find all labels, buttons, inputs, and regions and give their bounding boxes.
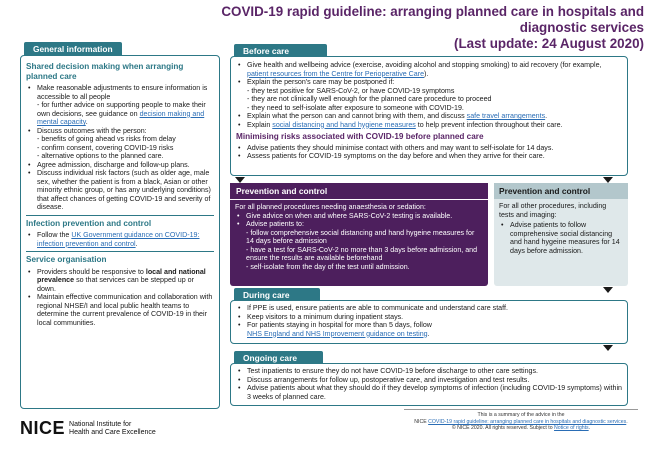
ongoing-care-panel: [230, 363, 628, 406]
nice-wordmark: NICE: [20, 418, 66, 438]
list-item: - confirm consent, covering COVID-19 risks: [37, 143, 174, 152]
nice-fullname: National Institute for Health and Care Excellence: [69, 420, 156, 436]
list-item: • Give advice on when and where SARS-CoV-2 testing is available.: [235, 212, 483, 221]
safe-travel-link[interactable]: safe travel arrangements: [466, 112, 546, 120]
nice-logo: [20, 418, 156, 439]
arrow-down-icon: [603, 287, 613, 293]
tab-before-care: Before care: [234, 44, 327, 58]
list-item: - alternative options to the planned care.: [37, 152, 164, 161]
list-item: • Discuss arrangements for follow up, postoperative care, and investigation and test results.: [236, 376, 622, 385]
list-item: • Providers should be responsive to local and national prevalence so that services can be stepped up or down.: [26, 268, 214, 294]
list-item: • Follow the UK Government guidance on COVID-19: infection prevention and control.: [26, 231, 214, 248]
list-item: • Advise patients to follow comprehensive social distancing and hand hygeine measures for 14 days before admission.: [499, 221, 623, 255]
prevention-control-other: [494, 183, 628, 286]
list-item: - they need to self-isolate after exposure to someone with COVID-19.: [247, 103, 464, 112]
service-organisation-heading: Service organisation: [26, 255, 107, 265]
list-item: • Advise patients about what they should do if they develop symptoms of infection (including COVID-19 symptoms) within 3 weeks of planned care.: [236, 384, 622, 401]
list-item: • Assess patients for COVID-19 symptoms on the day before and when they arrive for their care.: [236, 152, 622, 161]
page-title: COVID-19 rapid guideline: arranging planned care in hospitals and diagnostic services (Last update: 24 August 2020): [160, 4, 644, 52]
list-item: • Advise patients they should minimise contact with others and may want to self-isolate for 14 days.: [236, 144, 622, 153]
list-item: - follow comprehensive social distancing and hand hygeine measures for 14 days before admission: [246, 228, 475, 245]
list-item: • Advise patients to:: [235, 220, 483, 229]
minimising-risks-heading: Minimising risks associated with COVID-19 before planned care: [236, 132, 484, 141]
list-item: - self-isolate from the day of the test until admission.: [246, 262, 410, 271]
list-item: - they are not clinically well enough for the planned care procedure to proceed: [247, 95, 492, 103]
list-item: NHS England and NHS Improvement guidance on testing.: [247, 329, 430, 338]
social-distancing-link[interactable]: social distancing and hand hygiene measures: [272, 120, 416, 129]
notice-of-rights-link[interactable]: Notice of rights: [554, 425, 589, 432]
tab-ongoing-care: Ongoing care: [234, 351, 323, 365]
last-update: (Last update: 24 August 2020): [454, 36, 644, 51]
arrow-down-icon: [603, 345, 613, 351]
list-item: • Test inpatients to ensure they do not have COVID-19 before discharge to other care settings.: [236, 367, 622, 376]
list-item: - have a test for SARS-CoV-2 no more than 3 days before admission, and ensure the results are available beforehand: [246, 245, 478, 262]
prevention-heading: Prevention and control: [230, 183, 488, 200]
list-item: • Explain the person's care may be postponed if:: [236, 78, 622, 87]
list-item: • Discuss outcomes with the person:: [26, 127, 214, 136]
shared-decision-heading: Shared decision making when arranging planned care: [26, 62, 184, 81]
nhs-testing-guidance-link[interactable]: NHS England and NHS Improvement guidance on testing: [247, 329, 428, 338]
during-care-panel: [230, 300, 628, 344]
before-care-panel: [230, 56, 628, 176]
list-item: • Keep visitors to a minimum during inpatient stays.: [236, 313, 622, 322]
list-item: - benefits of going ahead vs risks from delay: [37, 135, 176, 144]
prevention-control-anaesthesia: [230, 183, 488, 286]
tab-during-care: During care: [234, 288, 320, 302]
divider: [26, 251, 214, 252]
decision-making-link[interactable]: decision making and mental capacity: [37, 109, 205, 127]
list-item: - for further advice on supporting people to make their own decisions, see guidance on decision making and mental capacity.: [37, 101, 206, 127]
prevention-heading: Prevention and control: [494, 183, 628, 199]
list-item: • Explain social distancing and hand hygiene measures to help prevent infection throughout their care.: [236, 121, 622, 130]
list-item: - they test positive for SARS-CoV-2, or have COVID-19 symptoms: [247, 86, 455, 95]
uk-government-guidance-link[interactable]: UK Government guidance on COVID-19: infection prevention and control: [37, 231, 200, 248]
ipc-heading: Infection prevention and control: [26, 218, 152, 228]
list-item: • Explain what the person can and cannot bring with them, and discuss safe travel arrangements.: [236, 112, 622, 121]
perioperative-resources-link[interactable]: patient resources from the Centre for Perioperative Care: [247, 69, 425, 78]
list-item: • Make reasonable adjustments to ensure information is accessible to all people: [26, 84, 214, 101]
guideline-link[interactable]: COVID-19 rapid guideline: arranging planned care in hospitals and diagnostic services: [428, 418, 627, 425]
list-item: • For patients staying in hospital for more than 5 days, follow: [236, 321, 622, 330]
divider: [26, 215, 214, 216]
tab-general-information: General information: [24, 42, 122, 56]
list-item: • If PPE is used, ensure patients are able to communicate and understand care staff.: [236, 304, 622, 313]
prevention-intro: For all planned procedures needing anaesthesia or sedation:: [235, 203, 426, 211]
prevention-intro: For all other procedures, including tests and imaging:: [499, 202, 607, 219]
footer-summary: This is a summary of the advice in the NICE COVID-19 rapid guideline: arranging planned care in hospitals and diagnostic services. © NICE 2020. All rights reserved. Subject to Notice of rights.: [404, 409, 638, 432]
list-item: • Discuss individual risk factors (such as older age, male sex, whether the patient is from a black, Asian or other minority ethnic group, or has any underlying conditions) that affect chances of getting COVID-19 and severity of disease.: [26, 169, 214, 212]
list-item: • Maintain effective communication and collaboration with regional NHSE/I and local public health teams to determine the current prevalence of COVID-19 in their local communities.: [26, 293, 214, 327]
list-item: • Give health and wellbeing advice (exercise, avoiding alcohol and stopping smoking) to aid recovery (for example, patient resources from the Centre for Perioperative Care).: [236, 61, 622, 78]
general-information-panel: [20, 55, 220, 409]
list-item: • Agree admission, discharge and follow-up plans.: [26, 161, 214, 170]
